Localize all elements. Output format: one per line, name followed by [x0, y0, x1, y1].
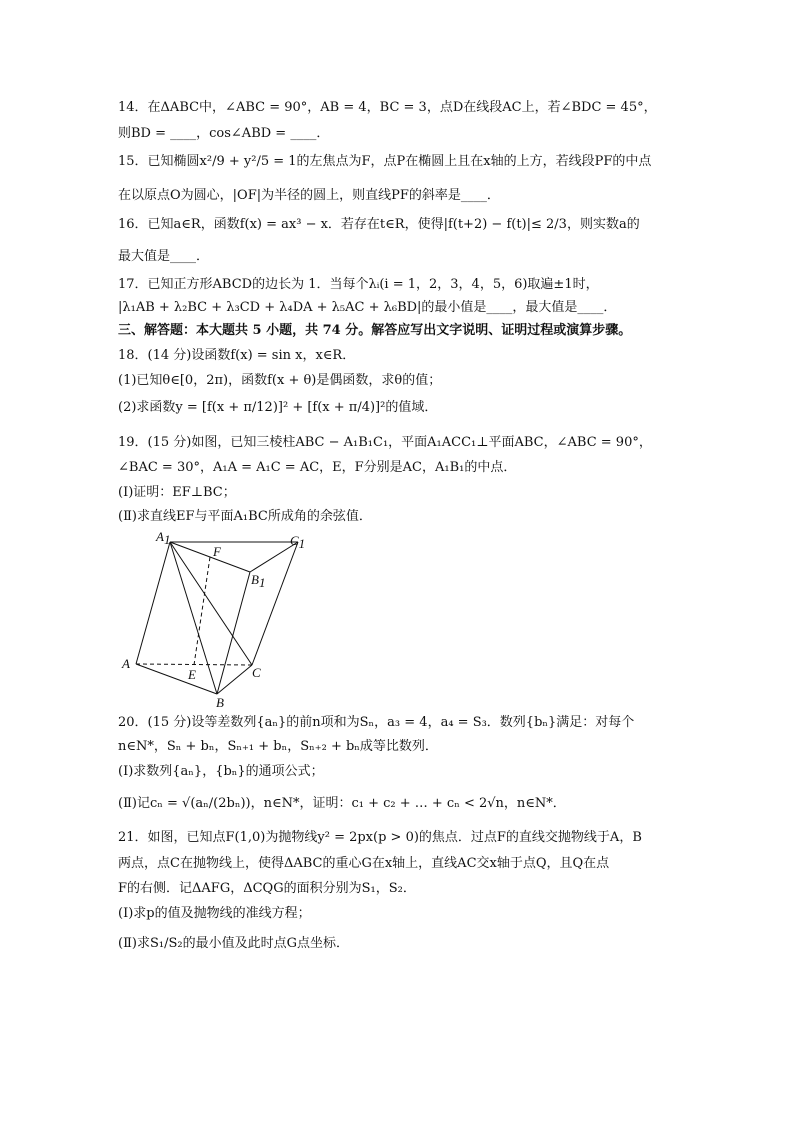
label-c1: C1 — [290, 533, 306, 551]
q18-part2: (2)求函数y = [f(x + π/12)]² + [f(x + π/4)]²的值域． — [118, 400, 438, 415]
q20-line1: 20．(15 分)设等差数列{aₙ}的前n项和为Sₙ，a₃ = 4，a₄ = S₃．数列{bₙ}满足：对每个 — [118, 715, 635, 730]
edge-a1-a — [136, 542, 170, 664]
q21-line1: 21．如图，已知点F(1,0)为抛物线y² = 2px(p > 0)的焦点．过点F的直线交抛物线于A，B — [118, 830, 642, 845]
edge-a-b — [136, 664, 217, 694]
q19-part1: (Ⅰ)证明：EF⊥BC； — [118, 485, 236, 500]
q17-line2: |λ₁AB + λ₂BC + λ₃CD + λ₄DA + λ₅AC + λ₆BD|的最小值是____，最大值是____． — [118, 300, 617, 315]
q20-part2: (Ⅱ)记cₙ = √(aₙ/(2bₙ))，n∈N*，证明：c₁ + c₂ + … + cₙ < 2√n，n∈N*． — [118, 796, 566, 811]
q18-line1: 18．(14 分)设函数f(x) = sin x，x∈R． — [118, 348, 356, 363]
q16-line1: 16．已知a∈R，函数f(x) = ax³ − x．若存在t∈R，使得|f(t+2) − f(t)|≤ 2/3，则实数a的 — [118, 217, 640, 232]
q20-part1: (Ⅰ)求数列{aₙ}，{bₙ}的通项公式； — [118, 764, 324, 779]
q19-line1: 19．(15 分)如图，已知三棱柱ABC − A₁B₁C₁，平面A₁ACC₁⊥平面ABC，∠ABC = 90°， — [118, 435, 652, 450]
q19-line2: ∠BAC = 30°，A₁A = A₁C = AC，E，F分别是AC，A₁B₁的中点． — [118, 460, 517, 475]
edge-b1-b — [217, 572, 250, 694]
label-b1: B1 — [251, 572, 266, 590]
label-c: C — [252, 665, 261, 680]
q21-part1: (Ⅰ)求p的值及抛物线的准线方程； — [118, 906, 311, 921]
q18-part1: (1)已知θ∈[0，2π)，函数f(x + θ)是偶函数，求θ的值； — [118, 373, 442, 388]
label-e: E — [188, 667, 196, 682]
label-f: F — [213, 544, 221, 559]
q16-line2: 最大值是____． — [118, 249, 210, 264]
prism-figure — [118, 528, 318, 710]
q20-line2: n∈N*，Sₙ + bₙ，Sₙ₊₁ + bₙ，Sₙ₊₂ + bₙ成等比数列． — [118, 739, 438, 754]
q19-part2: (Ⅱ)求直线EF与平面A₁BC所成角的余弦值． — [118, 509, 372, 524]
q14-line2: 则BD = ____，cos∠ABD = ____． — [118, 126, 330, 141]
q17-line1: 17．已知正方形ABCD的边长为 1．当每个λᵢ(i = 1，2，3，4，5，6)取遍±1时， — [118, 277, 599, 292]
edge-a1-b1 — [170, 542, 250, 572]
segment-e-f-hidden — [194, 557, 210, 665]
label-a1: A1 — [156, 529, 171, 547]
q15-line2: 在以原点O为圆心，|OF|为半径的圆上，则直线PF的斜率是____． — [118, 188, 500, 203]
section-three-heading: 三、解答题：本大题共 5 小题，共 74 分。解答应写出文字说明、证明过程或演算步骤。 — [118, 323, 632, 338]
q21-part2: (Ⅱ)求S₁/S₂的最小值及此时点G点坐标． — [118, 936, 349, 951]
edge-a1-c — [170, 542, 252, 665]
edge-c1-c — [252, 542, 298, 665]
edge-b-c — [217, 665, 252, 694]
q14-line1: 14．在ΔABC中，∠ABC = 90°，AB = 4，BC = 3，点D在线段AC上，若∠BDC = 45°， — [118, 100, 657, 115]
q15-line1: 15．已知椭圆x²/9 + y²/5 = 1的左焦点为F，点P在椭圆上且在x轴的上方，若线段PF的中点 — [118, 154, 652, 169]
label-b: B — [216, 695, 224, 710]
q21-line3: F的右侧．记ΔAFG，ΔCQG的面积分别为S₁，S₂． — [118, 881, 416, 896]
q21-line2: 两点，点C在抛物线上，使得ΔABC的重心G在x轴上，直线AC交x轴于点Q，且Q在点 — [118, 856, 610, 871]
label-a: A — [122, 656, 130, 671]
